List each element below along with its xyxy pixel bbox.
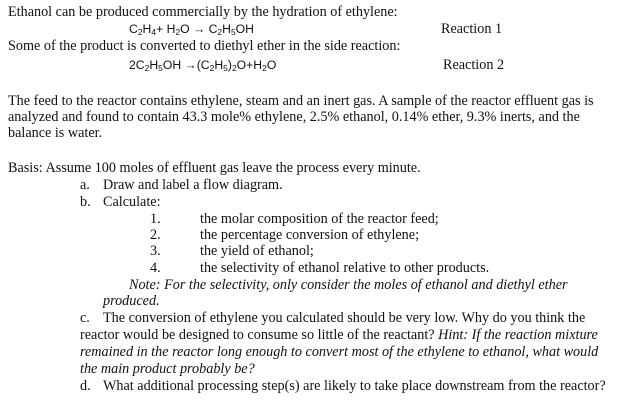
selectivity-note-line-1: Note: For the selectivity, only consider the moles of ethanol and diethyl ether [129, 277, 568, 293]
item-a-letter: a. [80, 177, 90, 193]
intro-line: Ethanol can be produced commercially by the hydration of ethylene: [8, 4, 398, 20]
item-b-letter: b. [80, 194, 91, 210]
calc-4-number: 4. [150, 260, 161, 276]
side-reaction-line: Some of the product is converted to diethyl ether in the side reaction: [8, 38, 401, 54]
feed-paragraph-line-2: analyzed and found to contain 43.3 mole% ethylene, 2.5% ethanol, 0.14% ether, 9.3% inerts, and the [8, 109, 580, 125]
calc-3-number: 3. [150, 243, 161, 259]
calc-2-text: the percentage conversion of ethylene; [200, 227, 420, 243]
basis-line: Basis: Assume 100 moles of effluent gas leave the process every minute. [8, 160, 421, 176]
item-c-line-4: the main product probably be? [80, 361, 255, 377]
selectivity-note-line-2: produced. [103, 293, 160, 309]
feed-paragraph-line-3: balance is water. [8, 125, 103, 141]
calc-2-number: 2. [150, 227, 161, 243]
item-d-text: What additional processing step(s) are likely to take place downstream from the reactor? [103, 378, 606, 394]
item-a-text: Draw and label a flow diagram. [103, 177, 283, 193]
item-c-letter: c. [80, 310, 90, 326]
calc-3-text: the yield of ethanol; [200, 243, 314, 259]
calc-1-text: the molar composition of the reactor feed; [200, 211, 439, 227]
calc-1-number: 1. [150, 211, 161, 227]
reaction-2-equation: $2C_2H_5OH \to(C_2H_5)_2O+H_2O$ [129, 58, 277, 73]
item-d-letter: d. [80, 378, 91, 394]
calc-4-text: the selectivity of ethanol relative to other products. [200, 260, 490, 276]
reaction-2-label: Reaction 2 [443, 57, 505, 73]
reaction-1-label: Reaction 1 [441, 21, 503, 37]
reaction-1-equation: $C_2H_4+ H_2O \to C_2H_5OH$ [129, 22, 254, 37]
item-b-text: Calculate: [103, 194, 161, 210]
item-c-line-2: reactor would be designed to consume so little of the reactant? Hint: If the reaction mixture [80, 327, 598, 343]
item-c-line-3: remained in the reactor long enough to convert most of the ethylene to ethanol, what would [80, 344, 599, 360]
feed-paragraph-line-1: The feed to the reactor contains ethylene, steam and an inert gas. A sample of the reactor effluent gas is [8, 93, 594, 109]
item-c-line-1: The conversion of ethylene you calculated should be very low. Why do you think the [103, 310, 586, 326]
